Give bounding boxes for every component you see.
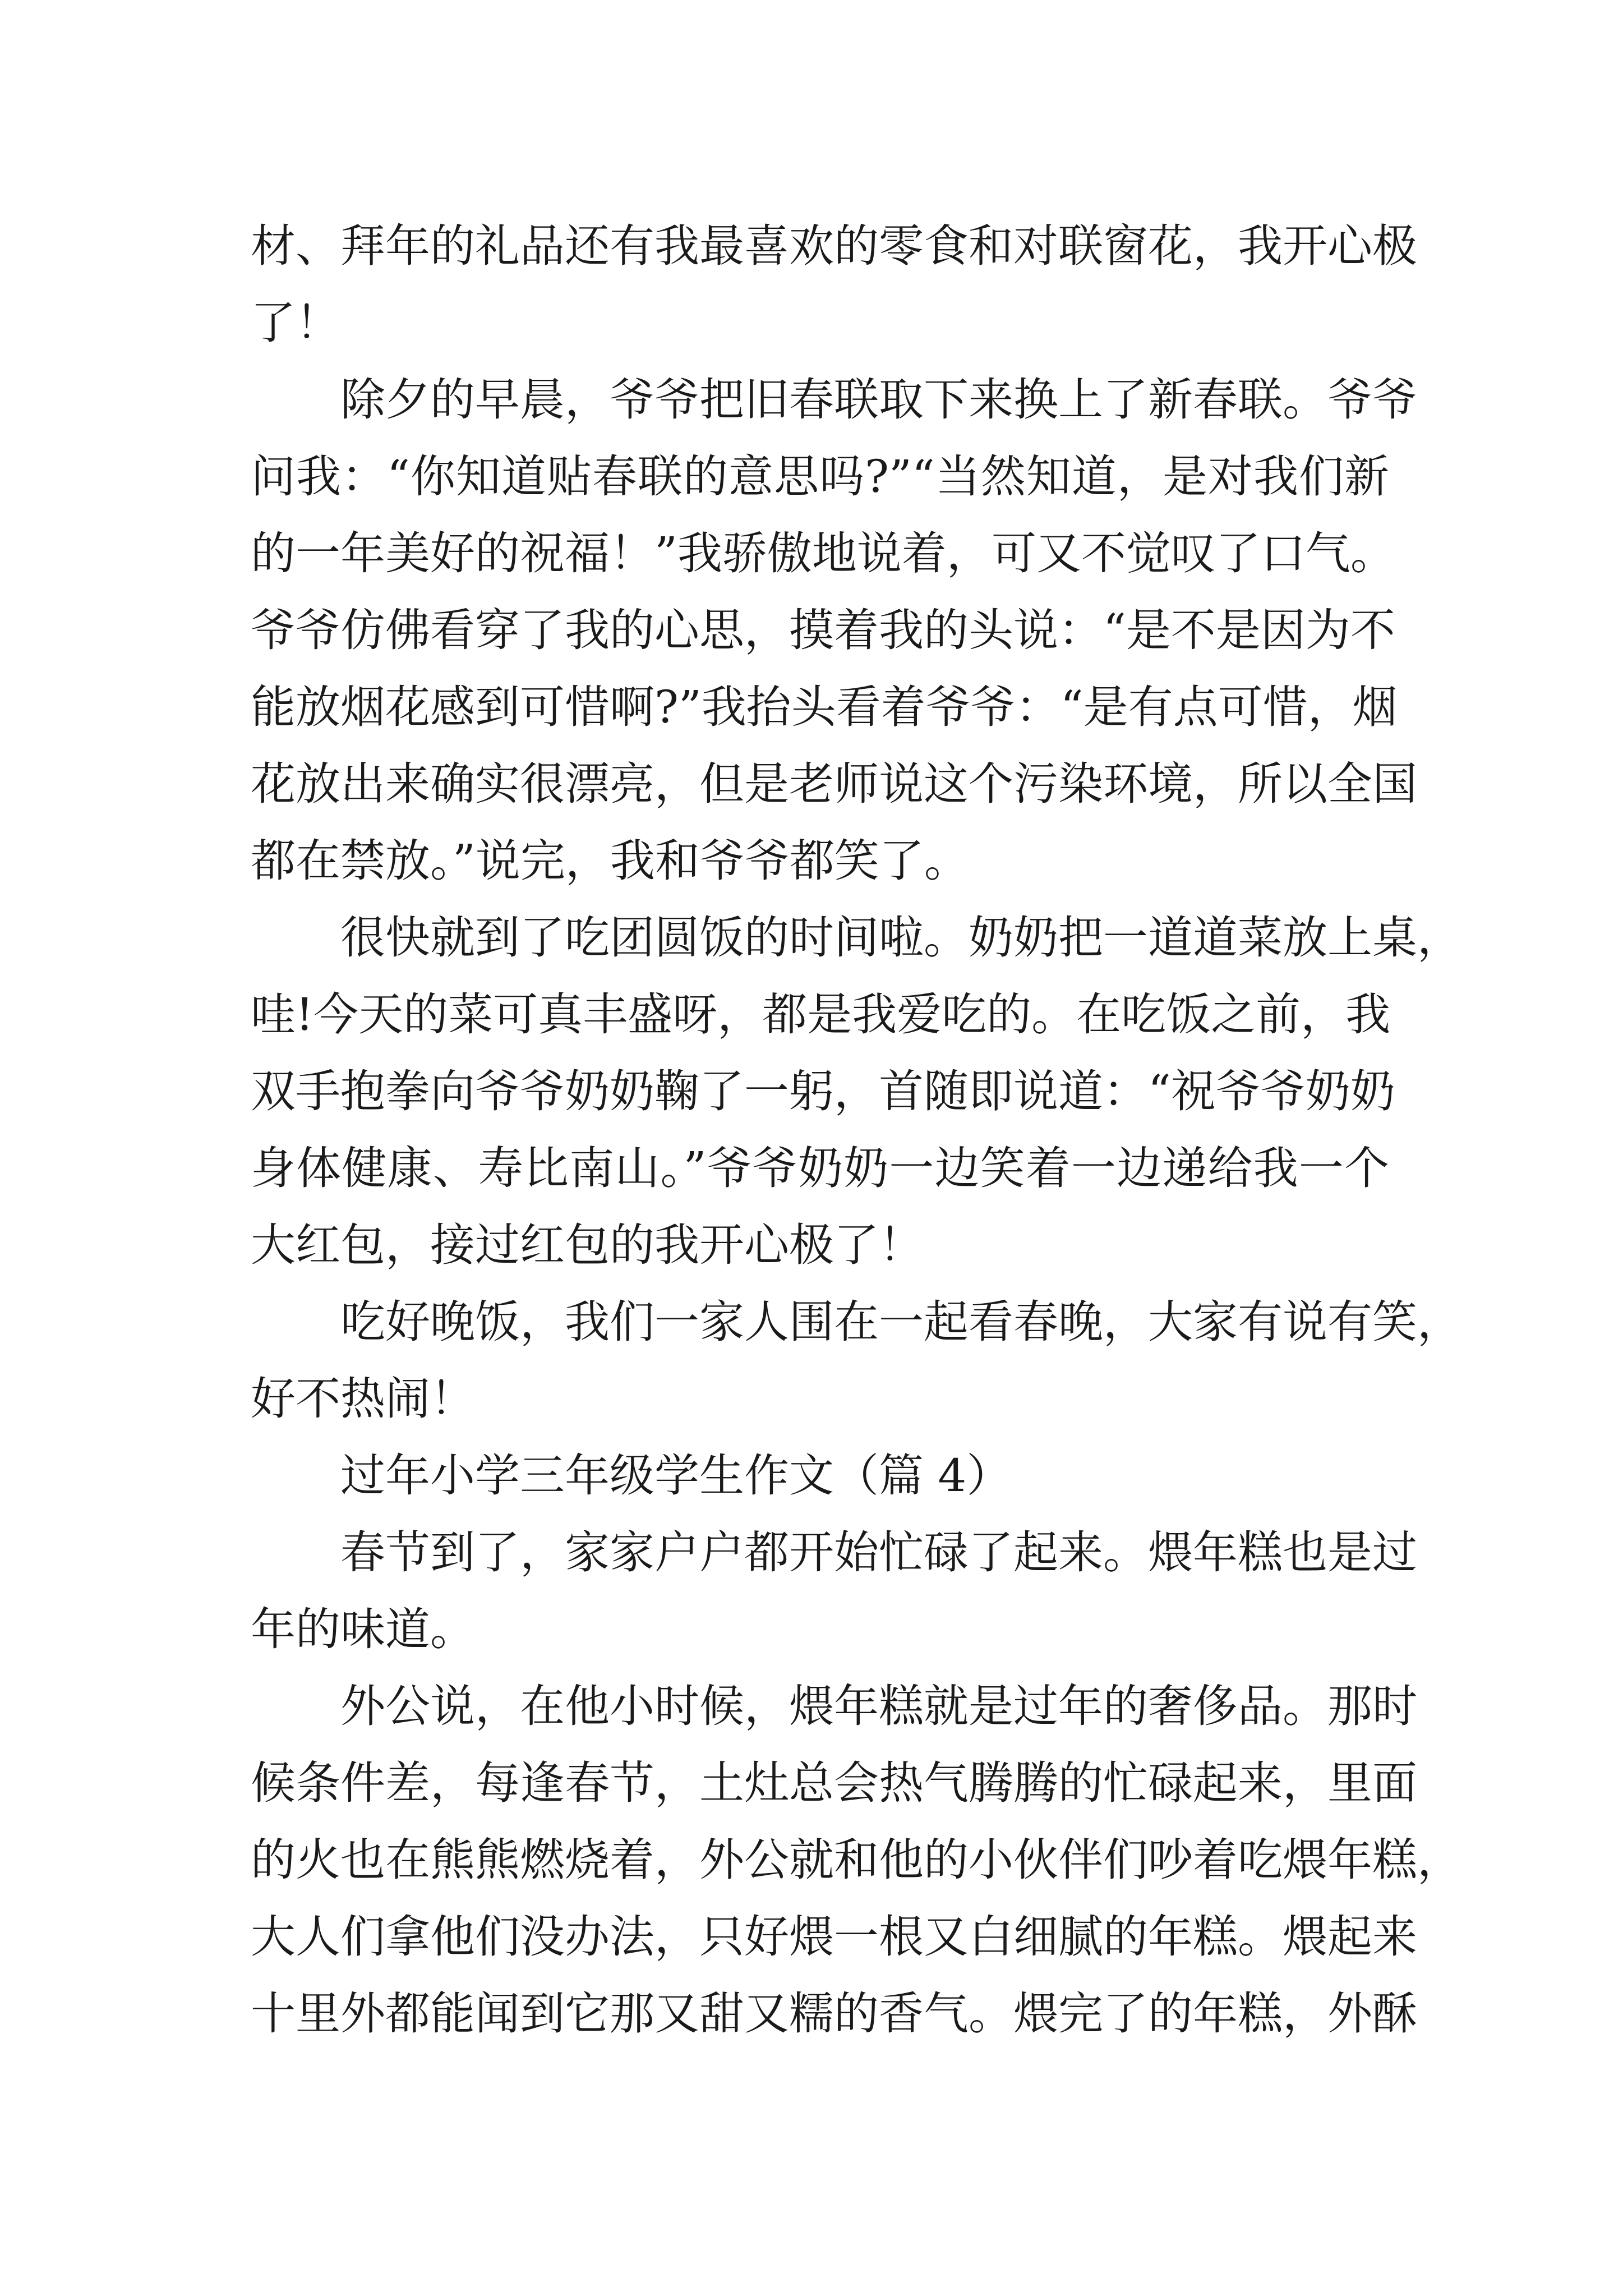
text-line: 年的味道。 bbox=[251, 1603, 475, 1655]
text-line: 过年小学三年级学生作文（篇 4） bbox=[340, 1450, 1012, 1502]
paragraph bbox=[251, 361, 1417, 899]
text-line: 身体健康、寿比南山。”爷爷奶奶一边笑着一边递给我一个 bbox=[251, 1142, 1389, 1194]
paragraph bbox=[251, 899, 1462, 1283]
text-line: 大人们拿他们没办法，只好煨一根又白细腻的年糕。煨起来 bbox=[251, 1911, 1417, 1963]
text-line: 除夕的早晨，爷爷把旧春联取下来换上了新春联。爷爷 bbox=[340, 374, 1417, 426]
text-line: 问我：“你知道贴春联的意思吗?”“当然知道，是对我们新 bbox=[251, 450, 1389, 503]
text-line: 候条件差，每逢春节，土灶总会热气腾腾的忙碌起来，里面 bbox=[251, 1757, 1417, 1809]
text-line: 花放出来确实很漂亮，但是老师说这个污染环境，所以全国 bbox=[251, 758, 1417, 810]
text-line: 的一年美好的祝福！”我骄傲地说着，可又不觉叹了口气。 bbox=[251, 527, 1395, 579]
paragraph bbox=[251, 208, 1417, 361]
text-line: 春节到了，家家户户都开始忙碌了起来。煨年糕也是过 bbox=[340, 1526, 1417, 1579]
text-line: 大红包，接过红包的我开心极了！ bbox=[251, 1219, 924, 1271]
paragraph bbox=[251, 1668, 1462, 2052]
text-line: 双手抱拳向爷爷奶奶鞠了一躬，首随即说道：“祝爷爷奶奶 bbox=[251, 1065, 1395, 1117]
paragraph bbox=[251, 1514, 1417, 1668]
text-line: 材、拜年的礼品还有我最喜欢的零食和对联窗花，我开心极 bbox=[251, 220, 1417, 272]
document-body bbox=[251, 208, 1462, 2052]
text-line: 哇!今天的菜可真丰盛呀，都是我爱吃的。在吃饭之前，我 bbox=[251, 988, 1391, 1041]
text-line: 吃好晚饭，我们一家人围在一起看春晚，大家有说有笑， bbox=[340, 1296, 1462, 1348]
text-line: 的火也在熊熊燃烧着，外公就和他的小伙伴们吵着吃煨年糕， bbox=[251, 1834, 1462, 1886]
text-line: 能放烟花感到可惜啊?”我抬头看着爷爷：“是有点可惜，烟 bbox=[251, 681, 1398, 733]
text-line: 十里外都能闻到它那又甜又糯的香气。煨完了的年糕，外酥 bbox=[251, 1987, 1417, 2040]
text-line: 好不热闹！ bbox=[251, 1373, 475, 1425]
text-line: 都在禁放。”说完，我和爷爷都笑了。 bbox=[251, 835, 969, 887]
text-line: 了！ bbox=[251, 297, 340, 349]
section-title bbox=[251, 1437, 1389, 1514]
text-line: 外公说，在他小时候，煨年糕就是过年的奢侈品。那时 bbox=[340, 1680, 1417, 1732]
paragraph bbox=[251, 1283, 1462, 1437]
text-line: 爷爷仿佛看穿了我的心思，摸着我的头说：“是不是因为不 bbox=[251, 604, 1395, 656]
text-line: 很快就到了吃团圆饭的时间啦。奶奶把一道道菜放上桌， bbox=[340, 912, 1462, 964]
